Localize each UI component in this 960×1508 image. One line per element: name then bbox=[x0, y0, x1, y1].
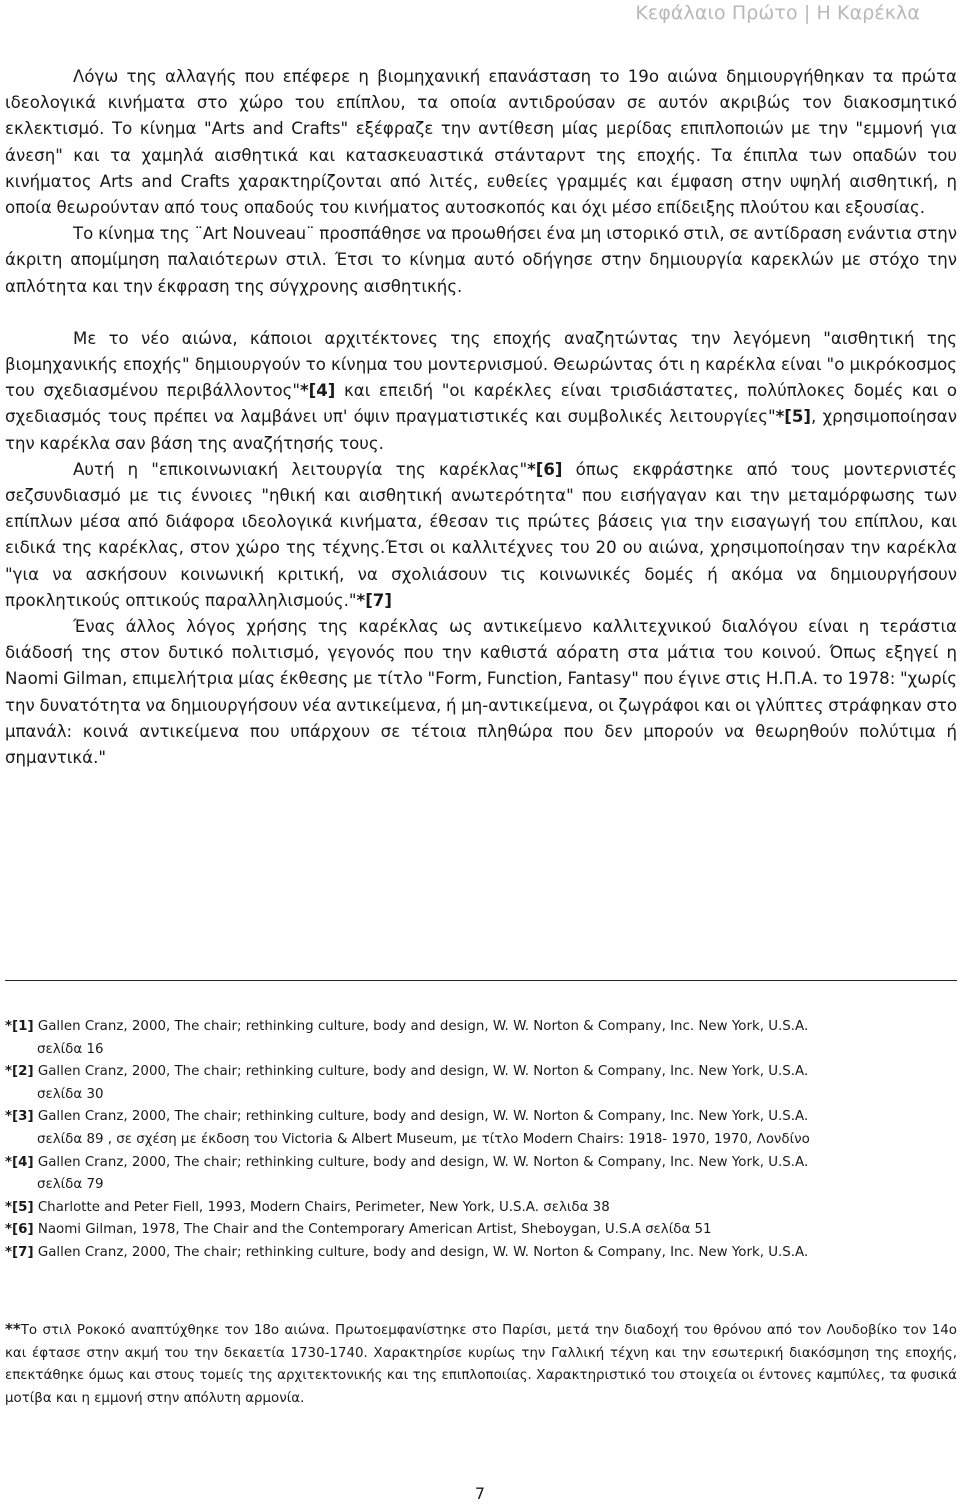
note-mark: ** bbox=[5, 1320, 21, 1338]
footnote-item bbox=[5, 1152, 957, 1197]
footnote-item bbox=[5, 1197, 957, 1220]
rococo-note bbox=[5, 1318, 957, 1410]
citation-ref: *[7] bbox=[356, 590, 392, 610]
footnote-text: Gallen Cranz, 2000, The chair; rethinking culture, body and design, W. W. Norton & Company, Inc. New York, U.S.A. bbox=[33, 1019, 809, 1034]
note-text: Το στιλ Ροκοκό αναπτύχθηκε τον 18ο αιώνα. Πρωτοεμφανίστηκε στο Παρίσι, μετά την διαδοχή του θρόνου από τον Λουδοβίκο τον 14ο και έφτασε στην ακμή του την δεκαετία 1730-1740. Χαρακτηρίσε κυρίως την Γαλλική τέχνη και την εσωτερική διακόσμηση της εποχής, επεκτάθηκε όμως και στους τομείς της αρχιτεκτονικής και της επιπλοποιίας. Χαρακτηριστικό του στοιχεία οι έντονες καμπύλες, τα φυσικά μοτίβα και η εμμονή στην απόλυτη αρμονία. bbox=[5, 1323, 957, 1406]
footnote-ref: *[5] bbox=[5, 1199, 34, 1215]
footnote-text: Charlotte and Peter Fiell, 1993, Modern Chairs, Perimeter, New York, U.S.A. σελιδα 38 bbox=[33, 1199, 610, 1215]
body-text bbox=[5, 64, 957, 771]
citation-ref: *[4] bbox=[299, 381, 336, 401]
footnote-text: Gallen Cranz, 2000, The chair; rethinking culture, body and design, W. W. Norton & Company, Inc. New York, U.S.A. bbox=[33, 1154, 809, 1170]
text-segment: , χρησιμοποίησαν την καρέκλα σαν βάση της αναζήτησής τους. bbox=[5, 407, 957, 453]
footnote-item bbox=[5, 1016, 957, 1061]
text-segment: όπως εκφράστηκε από τους μοντερνιστές σεζσυνδιασμό με τις έννοιες "ηθική και αισθητική ανωτερότητα" που εισήγαγαν και την μεταμόρφωσης των επίπλων μέσα από διάφορα ιδεολογικά κινήματα, έθεσαν τις πρώτες βάσεις για την εισαγωγή του επίπλου, και ειδικά της καρέκλας, στον χώρο της τέχνης.Έτσι οι καλλιτέχνες του 20 ου αιώνα, χρησιμοποίησαν την καρέκλα "για να ασκήσουν κοινωνική κριτική, να σχολιάσουν τις κοινωνικές δομές ή ακόμα να δημιουργήσουν προκλητικούς οπτικούς παραλληλισμούς." bbox=[5, 459, 957, 610]
footnote-ref: *[2] bbox=[5, 1064, 34, 1080]
paragraph-communication-function bbox=[5, 457, 957, 614]
footnote-ref: *[1] bbox=[5, 1019, 34, 1034]
footnote-text: Gallen Cranz, 2000, The chair; rethinking culture, body and design, W. W. Norton & Company, Inc. New York, U.S.A. bbox=[33, 1109, 809, 1125]
footnote-text: Gallen Cranz, 2000, The chair; rethinking culture, body and design, W. W. Norton & Company, Inc. New York, U.S.A. bbox=[33, 1064, 809, 1080]
footnote-page: σελίδα 89 , σε σχέση με έκδοση του Victoria & Albert Museum, με τίτλο Modern Chairs: 1918- 1970, 1970, Λονδίνο bbox=[37, 1131, 810, 1147]
footnote-page: σελίδα 79 bbox=[37, 1177, 104, 1193]
footnote-item bbox=[5, 1106, 957, 1151]
footnote-page: σελίδα 16 bbox=[37, 1041, 104, 1057]
footnote-divider bbox=[5, 980, 957, 981]
footnote-text: Gallen Cranz, 2000, The chair; rethinking culture, body and design, W. W. Norton & Company, Inc. New York, U.S.A. bbox=[33, 1244, 809, 1260]
footnote-item bbox=[5, 1219, 957, 1242]
footnotes bbox=[5, 1016, 957, 1265]
page-number: 7 bbox=[474, 1484, 486, 1503]
text-segment: Με το νέο αιώνα, κάποιοι αρχιτέκτονες της εποχής αναζητώντας την λεγόμενη "αισθητική της βιομηχανικής εποχής" δημιουργούν το κίνημα του μοντερνισμού. Θεωρώντας ότι η καρέκλα είναι "ο μικρόκοσμος του σχεδιασμένου περιβάλλοντος" bbox=[5, 328, 957, 401]
running-header: Κεφάλαιο Πρώτο | Η Καρέκλα bbox=[635, 2, 920, 24]
footnote-ref: *[4] bbox=[5, 1154, 34, 1170]
footnote-item bbox=[5, 1242, 957, 1265]
footnote-text: Naomi Gilman, 1978, The Chair and the Contemporary American Artist, Sheboygan, U.S.A σελίδα 51 bbox=[33, 1222, 712, 1238]
text-segment: Αυτή η "επικοινωνιακή λειτουργία της καρέκλας" bbox=[73, 459, 528, 479]
footnote-page: σελίδα 30 bbox=[37, 1086, 104, 1102]
footnote-ref: *[7] bbox=[5, 1244, 34, 1260]
paragraph-art-nouveau: Το κίνημα της ¨Art Nouveau¨ προσπάθησε να προωθήσει ένα μη ιστορικό στιλ, σε αντίδραση ενάντια στην άκριτη απομίμηση παλαιότερων στιλ. Έτσι το κίνημα αυτό οδήγησε στην δημιουργία καρεκλών με στόχο την απλότητα και την έκφραση της σύγχρονης αισθητικής. bbox=[5, 224, 957, 296]
citation-ref: *[5] bbox=[775, 407, 812, 427]
footnote-ref: *[3] bbox=[5, 1109, 34, 1125]
text-segment: και επειδή "οι καρέκλες είναι τρισδιάστατες, πολύπλοκες δομές και ο σχεδιασμός τους πρέπει να λαμβάνει υπ' όψιν πραγματιστικές και συμβολικές λειτουργίες" bbox=[5, 381, 957, 427]
paragraph-modernism bbox=[5, 326, 957, 457]
paragraph-arts-and-crafts: Λόγω της αλλαγής που επέφερε η βιομηχανική επανάσταση το 19ο αιώνα δημιουργήθηκαν τα πρώτα ιδεολογικά κινήματα στο χώρο του επίπλου, τα οποία αντιδρούσαν σε αυτόν ακριβώς τον διακοσμητικό εκλεκτισμό. Το κίνημα "Arts and Crafts" εξέφραζε την αντίθεση μίας μερίδας επιπλοποιών με την "εμμονή για άνεση" και τα χαμηλά αισθητικά και κατασκευαστικά στάνταρντ της εποχής. Τα έπιπλα των οπαδών του κινήματος Arts and Crafts χαρακτηρίζονται από λιτές, ευθείες γραμμές και έμφαση στην υψηλή αισθητική, η οποία θεωρούνταν από τους οπαδούς του κινήματος αυτοσκοπός και όχι μέσο επίδειξης πλούτου και εξουσίας. bbox=[5, 67, 957, 218]
paragraph-naomi-gilman: Ένας άλλος λόγος χρήσης της καρέκλας ως αντικείμενο καλλιτεχνικού διαλόγου είναι η τεράστια διάδοσή της στον δυτικό πολιτισμό, γεγονός που την καθιστά αόρατη στα μάτια του κοινού. Όπως εξηγεί η Naomi Gilman, επιμελήτρια μίας έκθεσης με τίτλο "Form, Function, Fantasy" που έγινε στις Η.Π.Α. το 1978: "χωρίς την δυνατότητα να δημιουργήσουν νέα αντικείμενα, ή μη-αντικείμενα, οι ζωγράφοι και οι γλύπτες στράφηκαν στο μπανάλ: κοινά αντικείμενα που υπάρχουν σε τέτοια πληθώρα που δεν μπορούν να θεωρηθούν πολύτιμα ή σημαντικά." bbox=[5, 617, 957, 768]
footnote-item bbox=[5, 1061, 957, 1106]
citation-ref: *[6] bbox=[527, 459, 563, 479]
footnote-ref: *[6] bbox=[5, 1222, 34, 1238]
